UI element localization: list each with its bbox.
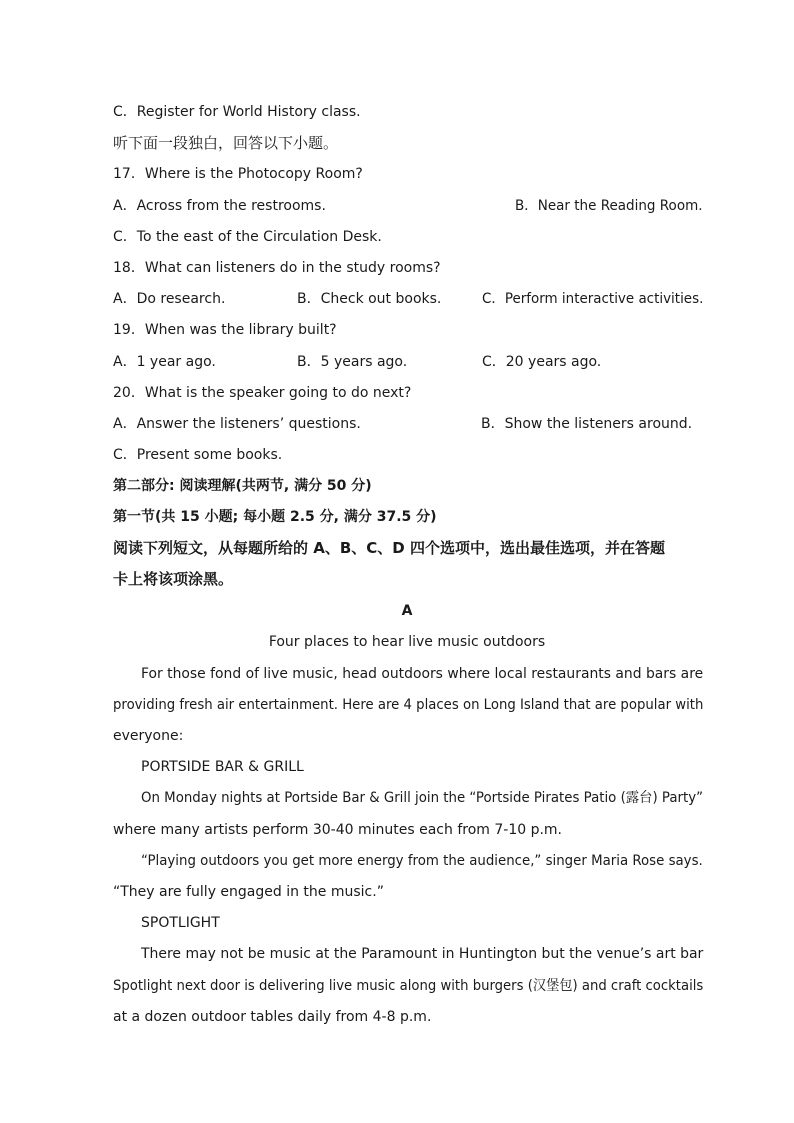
q18-option-c: C．Perform interactive activities.: [482, 291, 704, 307]
q18-option-a: A．Do research.: [113, 291, 226, 307]
passage-letter: A: [401, 603, 413, 619]
q19-stem: 19．When was the library built?: [113, 322, 337, 338]
passage-line: For those fond of live music, head outdoors where local restaurants and bars are: [141, 666, 704, 682]
passage-line: “Playing outdoors you get more energy from the audience,” singer Maria Rose says.: [141, 853, 703, 869]
q19-option-c: C．20 years ago.: [482, 354, 602, 370]
passage-line: Spotlight next door is delivering live music along with burgers (汉堡包) and craft cocktails: [113, 978, 704, 994]
q20-option-a: A．Answer the listeners’ questions.: [113, 416, 361, 432]
q19-option-a: A．1 year ago.: [113, 354, 216, 370]
passage-line: “They are fully engaged in the music.”: [113, 884, 384, 900]
passage-line: On Monday nights at Portside Bar & Grill join the “Portside Pirates Patio (露台) Party”: [141, 790, 704, 806]
section1-heading: 第一节(共 15 小题; 每小题 2.5 分, 满分 37.5 分): [113, 509, 437, 525]
q20-stem: 20．What is the speaker going to do next?: [113, 385, 412, 401]
q17-stem: 17．Where is the Photocopy Room?: [113, 166, 363, 182]
q19-option-b: B．5 years ago.: [297, 354, 408, 370]
part2-heading: 第二部分: 阅读理解(共两节, 满分 50 分): [113, 478, 372, 494]
q20-option-b: B．Show the listeners around.: [481, 416, 693, 432]
passage-line: providing fresh air entertainment. Here are 4 places on Long Island that are popular with: [113, 697, 704, 713]
passage-line: at a dozen outdoor tables daily from 4-8 p.m.: [113, 1009, 432, 1025]
q17-option-a: A．Across from the restrooms.: [113, 198, 326, 214]
directions-line-1: 阅读下列短文，从每题所给的 A、B、C、D 四个选项中，选出最佳选项，并在答题: [113, 539, 665, 557]
q17-option-b: B．Near the Reading Room.: [515, 198, 703, 214]
q16-option-c: C．Register for World History class.: [113, 104, 361, 120]
venue-heading-portside: PORTSIDE BAR & GRILL: [141, 759, 304, 775]
passage-line: There may not be music at the Paramount in Huntington but the venue’s art bar: [141, 946, 704, 962]
q17-option-c: C．To the east of the Circulation Desk.: [113, 229, 382, 245]
venue-heading-spotlight: SPOTLIGHT: [141, 915, 220, 931]
directions-line-2: 卡上将该项涂黑。: [113, 570, 234, 588]
q18-stem: 18．What can listeners do in the study rooms?: [113, 260, 441, 276]
q20-option-c: C．Present some books.: [113, 447, 283, 463]
listening-instruction: 听下面一段独白，回答以下小题。: [113, 134, 339, 152]
q18-option-b: B．Check out books.: [297, 291, 442, 307]
passage-title: Four places to hear live music outdoors: [268, 634, 546, 650]
passage-line: everyone:: [113, 728, 184, 744]
passage-line: where many artists perform 30-40 minutes each from 7-10 p.m.: [113, 822, 563, 838]
